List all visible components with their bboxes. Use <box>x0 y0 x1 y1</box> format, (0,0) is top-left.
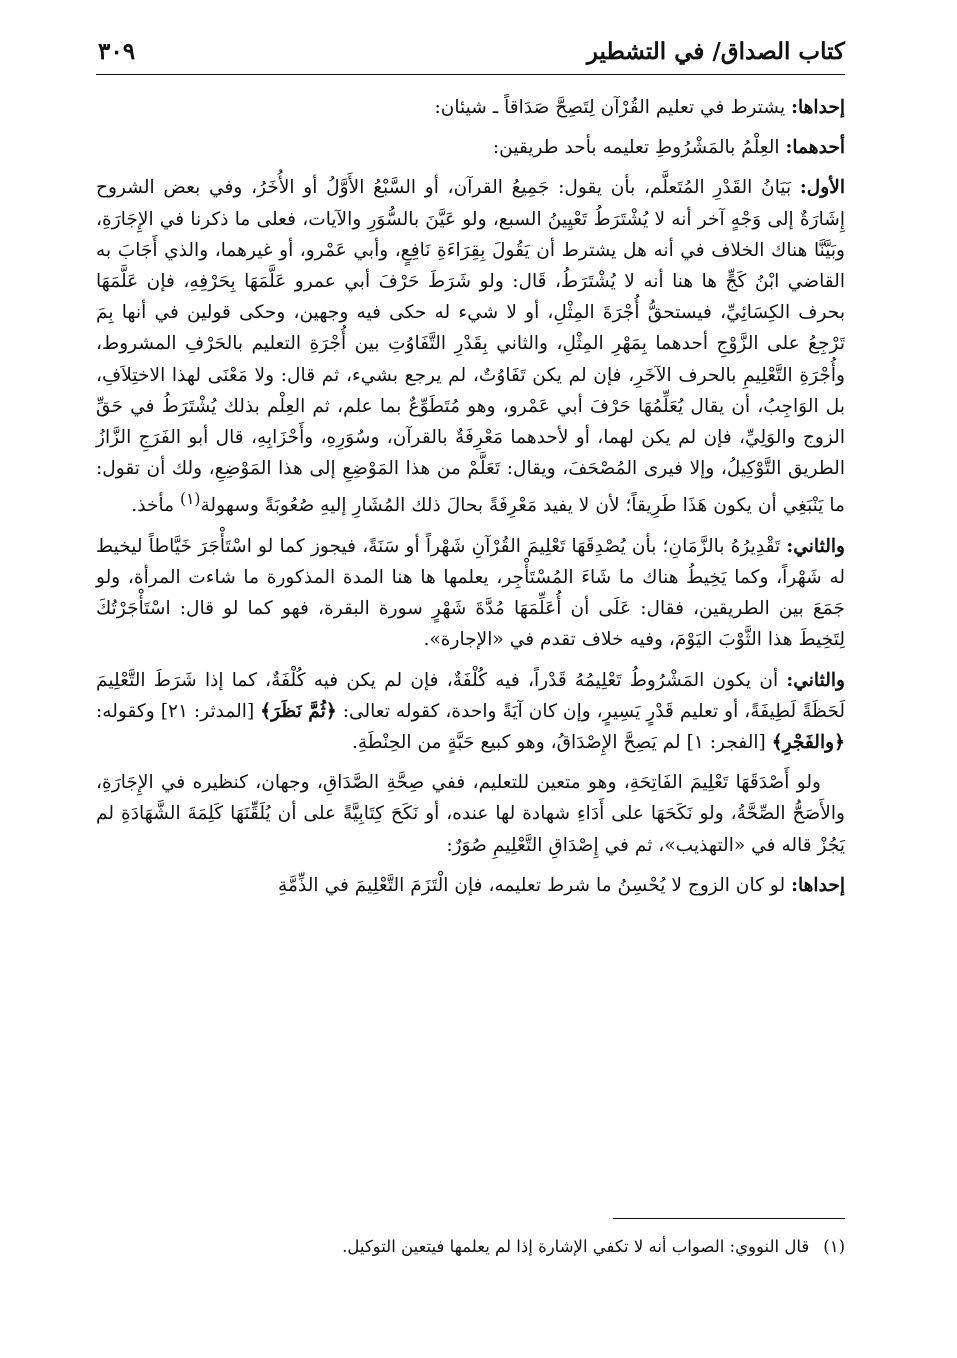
paragraph-text: ولو أَصْدَقَهَا تَعْلِيمَ الفَاتِحَةِ، وهو متعين للتعليم، ففي صِحَّةِ الصَّدَاقِ، وجهان، كنظيره في الإِجَارَةِ، والأَصَحُّ الصِّحَّةُ، ولو نَكَحَهَا على أَدَاءِ شهادة لها عنده، أو نَكَحَ كِتَابِيَّةً على أن يُلَقِّنَهَا كَلِمَةَ الشَّهَادَةِ لم يَجُزْ قاله في «التهذيب»، ثم في إِصْدَاقِ التَّعْلِيمِ صُوَرٌ: <box>96 772 845 856</box>
paragraph-lead: والثاني: <box>786 535 845 557</box>
paragraph-text: أن يكون المَشْرُوطُ تَعْلِيمُهُ قَدْراً، فيه كُلْفَةٌ، فإن لم يكن فيه كُلْفَةٌ، كما إذا شَرَطَ التَّعْلِيمَ لَحَظَةً لَطِيفَةً، أو تعليم قَدْرٍ يَسِيرٍ، وإن كان آيَةً واحدة، كقوله تعالى: <box>96 669 845 722</box>
page-header <box>96 34 845 75</box>
paragraph-text: بَيَانُ القَدْرِ المُتَعلَّم، بأن يقول: جَمِيعُ القرآن، أو السَّبْعُ الأَوَّلُ أو الأُخَرُ، وفي بعض الشروح إِشَارَةٌ إلى وَجْهٍ آخر أنه لا يُشْتَرَطُ تَعْيِينُ السبع، ولو عَيَّنَ بالسُّوَرِ والآيات، فعلى ما ذكرنا في الإِجَارَةِ، وبَيَّنَّا هناك الخلاف في أنه هل يشترط أن يَقُولَ بِقِرَاءَةِ نَافِعٍ، وأبي عَمْرو، أو غيرهما، والذي أَجَابَ به القاضي ابْنُ كَجٍّ ها هنا أنه لا يُشْتَرَطُ، قَال: ولو شَرَطَ حَرْفَ أبي عمرو عَلَّمَهَا بِحَرْفِهِ، فإن عَلَّمَهَا بحرف الكِسَائِيِّ، فيستحقُّ أُجْرَةَ المِثْلِ، أو لا شيء له حكى فيه وجهين، وحكى قولين في أنها بِمَ تَرْجِعُ على الزَّوْجِ أحدهما بِمَهْرِ المِثْلِ، والثاني بِقَدْرِ التَّفَاوُتِ بين أُجْرَةِ التعليم بالحَرْفِ المشروط، وأُجْرَةِ التَّعْلِيمِ بالحرف الآخَرِ، فإن لم يكن تَفَاوُتٌ، لم يرجع بشيء، ثم قال: ولا مَعْنَى لهذا الاختِلاَفِ، بل الوَاجِبُ، أن يقال يُعَلِّمُهَا حَرْفَ أبي عَمْرو، وهو مُتَطَوِّعٌ بما علم، ثم العِلْم بذلك يُشْتَرَطُ في حَقِّ الزوج والوَلِيِّ، فإن لم يكن لهما، أو لأحدهما مَعْرِفَةٌ بالقرآن، وسُوَرِهِ، وأَحْزَابِهِ، قال أبو الفَرَجِ الزَّازُ الطريق التَّوْكِيلُ، وإلا فيرى المُصْحَفَ، ويقال: تَعَلَّمْ من هذا المَوْضِعِ إلى هذا المَوْضِعِ، ولك أن تقول: ما يَنْبَغِي أن يكون هَذَا طَرِيقاً؛ لأن لا يفيد مَعْرِفَةً بحالَ ذلك المُشَارِ إليهِ صُعُوبَةً وسهولة <box>96 177 845 517</box>
footnote-text: قال النووي: الصواب أنه لا تكفي الإشارة إذا لم يعلمها فيتعين التوكيل. <box>342 1237 810 1256</box>
quran-quote: ﴿ثُمَّ نَظَرَ﴾ <box>260 700 337 722</box>
paragraph-3 <box>96 172 845 521</box>
paragraph-2 <box>96 132 845 163</box>
paragraph-lead: الأول: <box>799 177 845 199</box>
main-text <box>96 92 845 910</box>
footnote <box>96 1234 845 1260</box>
running-title: كتاب الصداق/ في التشطير <box>586 38 845 65</box>
paragraph-text: لو كان الزوج لا يُحْسِنُ ما شرط تعليمه، فإن الْتَزَمَ التَّعْلِيمَ في الذِّمَّةِ <box>278 874 792 896</box>
paragraph-lead: إحداها: <box>791 874 845 896</box>
paragraph-text: [المدثر: ٢١] وكقوله: <box>96 700 261 722</box>
paragraph-text: تَقْدِيرُهُ بالزَّمَانِ؛ بأن يُصْدِقَهَا تَعْلِيمَ القُرْآنِ شَهْراً أو سَنَةً، فيجوز كما لو اسْتَأْجَرَ خَيَّاطاً ليخيط له شَهْراً، وكما يَخِيطُ هناك ما شَاءَ المُسْتَأْجِر، يعلمها ها هنا المدة المذكورة ما شاءت المرأة، ولو جَمَعَ بين الطريقين، فقال: عَلَى أن أُعَلِّمَهَا مُدَّةَ شَهْرٍ سورة البقرة، فهو كما لو قال: اسْتَأْجَرْتُكَ لِتَخِيطَ هذا الثَّوْبَ اليَوْمَ، وفيه خلاف تقدم في «الإجارة». <box>96 535 845 651</box>
paragraph-6 <box>96 767 845 861</box>
paragraph-lead: أحدهما: <box>785 137 845 159</box>
paragraph-lead: إحداها: <box>791 97 845 118</box>
footnote-reference: (١) <box>180 490 201 509</box>
paragraph-text: يشترط في تعليم القُرْآن لِتَصِحَّ صَدَاقاً ـ شيئان: <box>434 97 792 118</box>
footnote-divider <box>613 1218 845 1219</box>
quran-quote: ﴿والفَجْرِ﴾ <box>771 732 845 754</box>
paragraph-text: العِلْمُ بالمَشْرُوطِ تعليمه بأحد طريقين: <box>492 137 786 159</box>
paragraph-tail: مأخذ. <box>131 495 180 517</box>
paragraph-4 <box>96 531 845 656</box>
paragraph-tail: [الفجر: ١] لم يَصِحَّ الإِصْدَاقُ، وهو كبيع حَبَّةٍ من الحِنْطَةِ. <box>351 732 772 754</box>
paragraph-lead: والثاني: <box>786 669 845 691</box>
paragraph-1 <box>96 92 845 123</box>
paragraph-5 <box>96 665 845 759</box>
page-number: ٣٠٩ <box>98 38 136 65</box>
footnote-number: (١) <box>823 1237 845 1256</box>
paragraph-7 <box>96 870 845 901</box>
